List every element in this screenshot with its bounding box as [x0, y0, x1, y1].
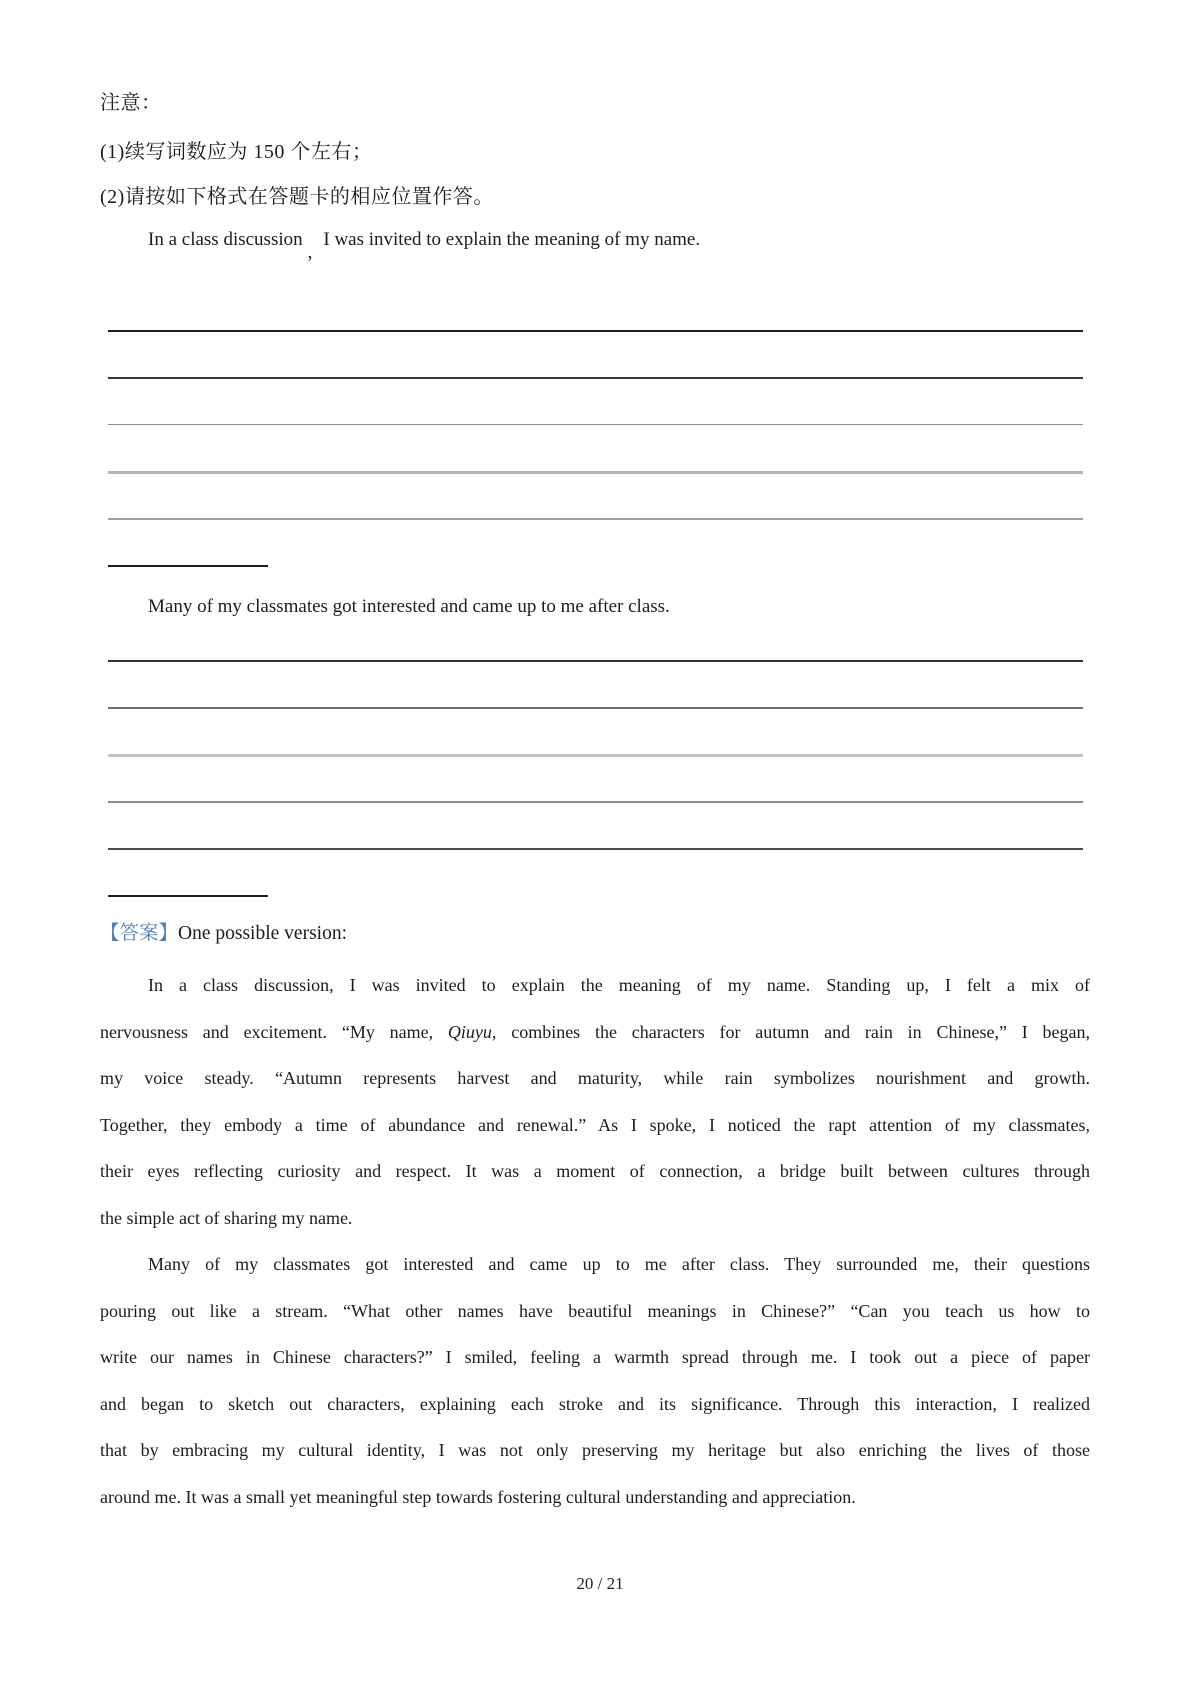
answer-line: Together, they embody a time of abundance and renewal.” As I spoke, I noticed the rapt attention of my classmates, [100, 1114, 1090, 1135]
writing-line-short [108, 565, 268, 567]
answer-line: that by embracing my cultural identity, I was not only preserving my heritage but also enriching the lives of those [100, 1440, 1090, 1460]
prompt-second-sentence: Many of my classmates got interested and came up to me after class. [148, 596, 670, 617]
writing-line-short [108, 895, 268, 897]
answer-line: write our names in Chinese characters?” I smiled, feeling a warmth spread through me. I took out a piece of paper [100, 1347, 1090, 1367]
answer-line: and began to sketch out characters, explaining each stroke and its significance. Through this interaction, I realized [100, 1393, 1090, 1414]
model-answer [100, 962, 1090, 1520]
answer-name-italic: Qiuyu [447, 1021, 492, 1042]
dropped-comma: , [307, 242, 313, 263]
writing-line [108, 754, 1083, 757]
writing-line [108, 377, 1083, 379]
writing-line [108, 424, 1083, 425]
answer-line: around me. It was a small yet meaningful step towards fostering cultural understanding and appreciation. [100, 1486, 856, 1507]
answer-intro: One possible version: [178, 923, 347, 944]
writing-line [108, 848, 1083, 850]
writing-line [108, 518, 1083, 520]
answer-heading [100, 922, 1090, 946]
answer-line [100, 1009, 1090, 1056]
prompt-first-part1: In a class discussion [148, 229, 303, 250]
notice-title: 注意： [100, 92, 162, 114]
answer-line-part: , combines the characters for autumn and rain in Chinese,” I began, [491, 1021, 1090, 1042]
notice-item-2: (2)请按如下格式在答题卡的相应位置作答。 [100, 186, 494, 208]
writing-line [108, 660, 1083, 662]
answer-line: my voice steady. “Autumn represents harvest and maturity, while rain symbolizes nourishment and growth. [100, 1068, 1090, 1088]
page-number: 20 / 21 [576, 1574, 624, 1593]
writing-line [108, 801, 1083, 803]
answer-line-part: nervousness and excitement. “My name, [100, 1021, 448, 1042]
notice-item-1: (1)续写词数应为 150 个左右； [100, 141, 373, 163]
answer-label: 【答案】 [100, 923, 179, 944]
prompt-first-part2: I was invited to explain the meaning of my name. [323, 229, 701, 250]
writing-line [108, 707, 1083, 709]
prompt-first-sentence [100, 229, 1090, 263]
writing-line [108, 330, 1083, 332]
answer-line: their eyes reflecting curiosity and respect. It was a moment of connection, a bridge built between cultures through [100, 1161, 1090, 1181]
writing-line [108, 471, 1083, 474]
answer-line: the simple act of sharing my name. [100, 1207, 353, 1228]
answer-line: pouring out like a stream. “What other names have beautiful meanings in Chinese?” “Can you teach us how to [100, 1300, 1090, 1321]
answer-line: Many of my classmates got interested and came up to me after class. They surrounded me, their questions [148, 1254, 1090, 1274]
answer-line: In a class discussion, I was invited to explain the meaning of my name. Standing up, I felt a mix of [148, 975, 1090, 995]
